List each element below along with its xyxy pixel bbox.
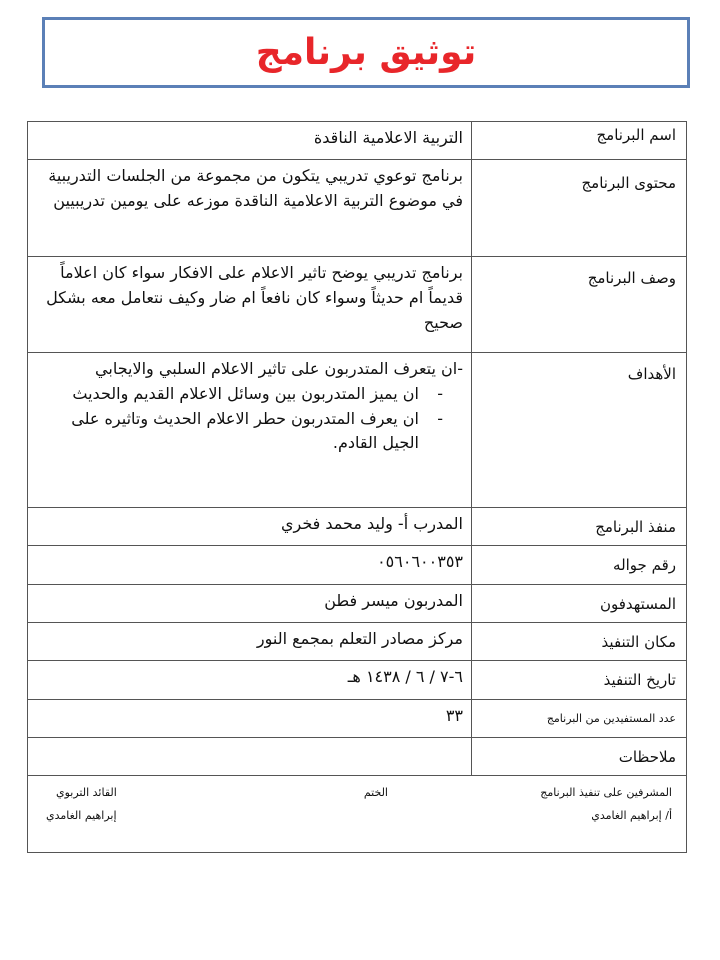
supervisors-label: المشرفين على تنفيذ البرنامج xyxy=(540,786,672,799)
row-mobile xyxy=(28,546,687,585)
value-notes xyxy=(28,738,472,776)
value-count: ٣٣ xyxy=(28,700,472,738)
row-program-name xyxy=(28,122,687,160)
label-implementer: منفذ البرنامج xyxy=(472,508,687,546)
label-program-content: محتوى البرنامج xyxy=(472,160,687,257)
label-program-description: وصف البرنامج xyxy=(472,257,687,353)
value-program-name: التربية الاعلامية الناقدة xyxy=(28,122,472,160)
label-mobile: رقم جواله xyxy=(472,546,687,585)
value-implementer: المدرب أ- وليد محمد فخري xyxy=(28,508,472,546)
label-goals: الأهداف xyxy=(472,353,687,508)
leader-name: إبراهيم الغامدي xyxy=(46,809,117,822)
row-program-description xyxy=(28,257,687,353)
value-goals xyxy=(28,353,472,508)
stamp-label: الختم xyxy=(363,786,388,799)
value-beneficiaries: المدربون ميسر فطن xyxy=(28,585,472,623)
goals-list xyxy=(36,382,463,456)
row-program-content xyxy=(28,160,687,257)
label-notes: ملاحظات xyxy=(472,738,687,776)
value-program-content: برنامج توعوي تدريبي يتكون من مجموعة من الجلسات التدريبية في موضوع التربية الاعلامية الناقدة موزعه على يومين تدريبيين xyxy=(28,160,472,257)
value-program-description: برنامج تدريبي يوضح تاثير الاعلام على الافكار سواء كان اعلاماً قديماً ام حديثاً وسواء كان نافعاً ام ضار وكيف نتعامل معه بشكل صحيح xyxy=(28,257,472,353)
bullet-dash: - xyxy=(437,383,443,403)
row-footer xyxy=(28,776,687,853)
title-box xyxy=(42,17,690,88)
goal-item: - ان يعرف المتدربون حطر الاعلام الحديث وتاثيره على الجيل القادم. xyxy=(71,408,443,453)
leader-label: القائد التربوي xyxy=(56,786,117,799)
page-title: توثيق برنامج xyxy=(255,32,477,73)
row-count xyxy=(28,700,687,738)
bullet-dash: - xyxy=(437,408,443,428)
label-date: تاريخ التنفيذ xyxy=(472,661,687,700)
label-place: مكان التنفيذ xyxy=(472,623,687,661)
label-beneficiaries: المستهدفون xyxy=(472,585,687,623)
row-date xyxy=(28,661,687,700)
row-goals xyxy=(28,353,687,508)
row-beneficiaries xyxy=(28,585,687,623)
row-place xyxy=(28,623,687,661)
footer-signatures xyxy=(28,776,687,853)
goal-item: - ان يميز المتدربون بين وسائل الاعلام القديم والحديث xyxy=(36,382,443,407)
goal-intro: -ان يتعرف المتدربون على تاثير الاعلام السلبي والايجابي xyxy=(95,359,463,378)
row-notes xyxy=(28,738,687,776)
value-date: ٦-٧ / ٦ / ١٤٣٨ هـ xyxy=(28,661,472,700)
label-count: عدد المستفيدين من البرنامج xyxy=(472,700,687,738)
value-mobile: ٠٥٦٠٦٠٠٣٥٣ xyxy=(28,546,472,585)
program-table xyxy=(27,121,687,853)
label-program-name: اسم البرنامج xyxy=(472,122,687,160)
value-place: مركز مصادر التعلم بمجمع النور xyxy=(28,623,472,661)
supervisor-name: أ/ إبراهيم الغامدي xyxy=(591,809,672,822)
row-implementer xyxy=(28,508,687,546)
